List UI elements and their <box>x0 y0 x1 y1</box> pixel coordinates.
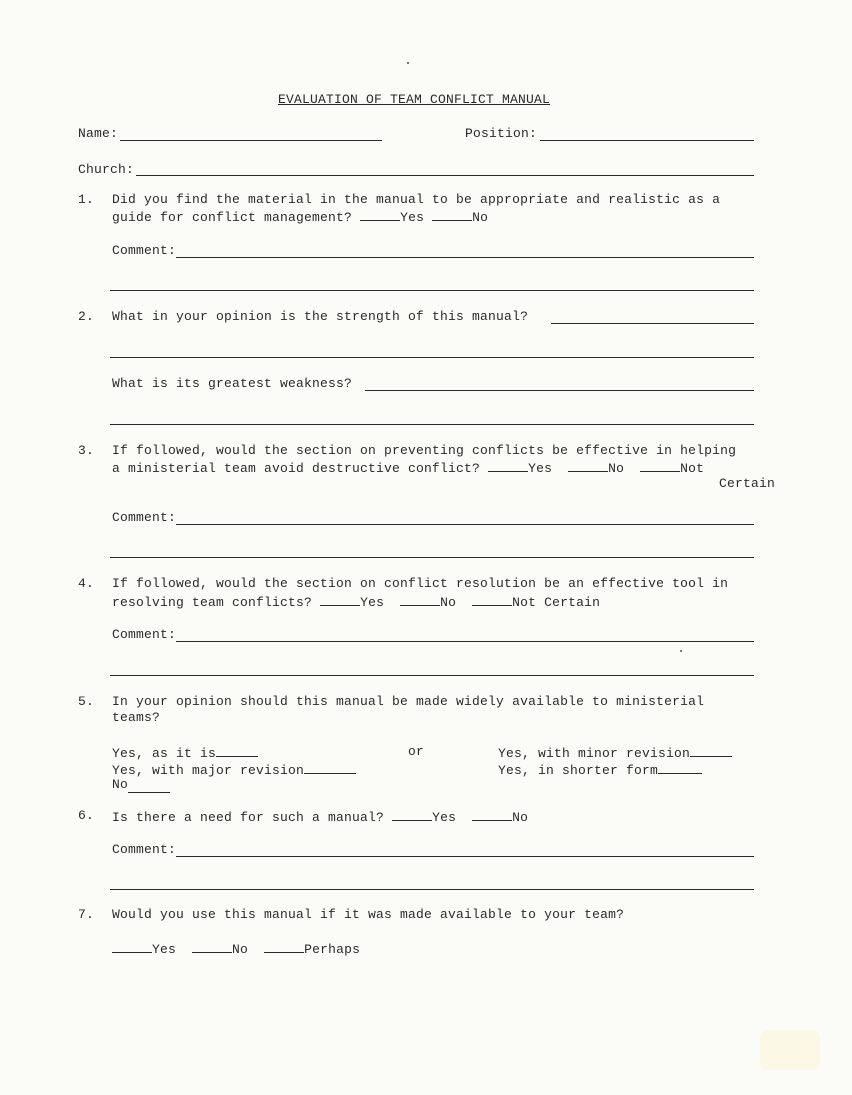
q1-comment-label: Comment: <box>112 243 177 258</box>
church-label: Church: <box>78 162 135 177</box>
q2-weakness-field-2[interactable] <box>110 424 754 425</box>
q4-text-line1: If followed, would the section on conflict resolution be an effective tool in <box>112 576 729 591</box>
q4-comment-field[interactable] <box>176 641 754 642</box>
q6-no-blank[interactable] <box>472 808 512 821</box>
q5-no-blank[interactable] <box>128 792 170 793</box>
q4-text-line2 <box>112 593 600 611</box>
q5-option-major <box>112 761 356 779</box>
paper-stain <box>760 1030 820 1070</box>
q4-comment-field-2[interactable] <box>110 675 754 676</box>
q3-comment-label: Comment: <box>112 510 177 525</box>
q5-major-blank[interactable] <box>304 761 356 774</box>
church-field[interactable] <box>136 175 754 176</box>
q5-option-minor <box>498 744 732 762</box>
q3-certain-label: Certain <box>719 476 776 491</box>
q2-number: 2. <box>78 309 95 324</box>
q3-comment-field-2[interactable] <box>110 557 754 558</box>
q2-strength-field[interactable] <box>551 323 754 324</box>
q5-shorter-label: Yes, in shorter form <box>498 763 659 778</box>
q5-text-line1: In your opinion should this manual be made widely available to ministerial <box>112 694 705 709</box>
q1-no-blank[interactable] <box>432 208 472 221</box>
q4-yes-label: Yes <box>360 595 385 610</box>
q5-text-line2: teams? <box>112 710 161 725</box>
q1-question: guide for conflict management? <box>112 210 353 225</box>
q7-number: 7. <box>78 907 95 922</box>
q6-text-line <box>112 808 528 826</box>
q7-no-label: No <box>232 942 249 957</box>
q4-question: resolving team conflicts? <box>112 595 313 610</box>
position-field[interactable] <box>540 140 754 141</box>
q7-text: Would you use this manual if it was made available to your team? <box>112 907 625 922</box>
q5-no-label: No <box>112 777 129 792</box>
q6-yes-label: Yes <box>432 810 457 825</box>
q2-weakness-label: What is its greatest weakness? <box>112 376 353 391</box>
q5-number: 5. <box>78 694 95 709</box>
q1-text-line2 <box>112 208 488 226</box>
q5-as-is-label: Yes, as it is <box>112 746 217 761</box>
q1-no-label: No <box>472 210 489 225</box>
q5-minor-label: Yes, with minor revision <box>498 746 691 761</box>
q7-options <box>112 940 360 958</box>
q4-number: 4. <box>78 576 95 591</box>
name-label: Name: <box>78 126 119 141</box>
q3-yes-label: Yes <box>528 461 553 476</box>
q2-text: What in your opinion is the strength of this manual? <box>112 309 529 324</box>
q4-no-blank[interactable] <box>400 593 440 606</box>
q3-text-line2 <box>112 459 704 477</box>
q3-not-label: Not <box>680 461 705 476</box>
q5-minor-blank[interactable] <box>690 744 732 757</box>
q4-comment-label: Comment: <box>112 627 177 642</box>
q6-yes-blank[interactable] <box>392 808 432 821</box>
q6-no-label: No <box>512 810 529 825</box>
q6-comment-field-2[interactable] <box>110 889 754 890</box>
q3-no-blank[interactable] <box>568 459 608 472</box>
q4-no-label: No <box>440 595 457 610</box>
q6-question: Is there a need for such a manual? <box>112 810 385 825</box>
q1-yes-blank[interactable] <box>360 208 400 221</box>
name-field[interactable] <box>120 140 382 141</box>
form-title: EVALUATION OF TEAM CONFLICT MANUAL <box>278 92 551 107</box>
q3-no-label: No <box>608 461 625 476</box>
stray-mark <box>407 62 409 64</box>
q5-major-label: Yes, with major revision <box>112 763 305 778</box>
q4-not-certain-blank[interactable] <box>472 593 512 606</box>
q7-yes-label: Yes <box>152 942 177 957</box>
q1-comment-field[interactable] <box>176 257 754 258</box>
q3-yes-blank[interactable] <box>488 459 528 472</box>
q3-comment-field[interactable] <box>176 524 754 525</box>
q6-comment-field[interactable] <box>176 856 754 857</box>
q3-not-certain-blank[interactable] <box>640 459 680 472</box>
q4-not-certain-label: Not Certain <box>512 595 601 610</box>
q6-comment-label: Comment: <box>112 842 177 857</box>
q7-perhaps-label: Perhaps <box>304 942 361 957</box>
stray-mark-2 <box>680 650 682 652</box>
q3-question: a ministerial team avoid destructive conflict? <box>112 461 481 476</box>
q5-option-as-is <box>112 744 258 762</box>
position-label: Position: <box>465 126 538 141</box>
q2-strength-field-2[interactable] <box>110 357 754 358</box>
q6-number: 6. <box>78 808 95 823</box>
q7-no-blank[interactable] <box>192 940 232 953</box>
q1-number: 1. <box>78 192 95 207</box>
q5-option-no <box>112 777 128 793</box>
q3-text-line1: If followed, would the section on preventing conflicts be effective in helping <box>112 443 737 458</box>
q7-yes-blank[interactable] <box>112 940 152 953</box>
q7-perhaps-blank[interactable] <box>264 940 304 953</box>
q2-weakness-field[interactable] <box>365 390 754 391</box>
q3-number: 3. <box>78 443 95 458</box>
q4-yes-blank[interactable] <box>320 593 360 606</box>
q1-text-line1: Did you find the material in the manual to be appropriate and realistic as a <box>112 192 721 207</box>
q5-or-label: or <box>408 744 425 759</box>
q5-as-is-blank[interactable] <box>216 744 258 757</box>
q5-option-shorter <box>498 761 702 779</box>
q1-yes-label: Yes <box>400 210 425 225</box>
q5-shorter-blank[interactable] <box>658 761 702 774</box>
q1-comment-field-2[interactable] <box>110 290 754 291</box>
